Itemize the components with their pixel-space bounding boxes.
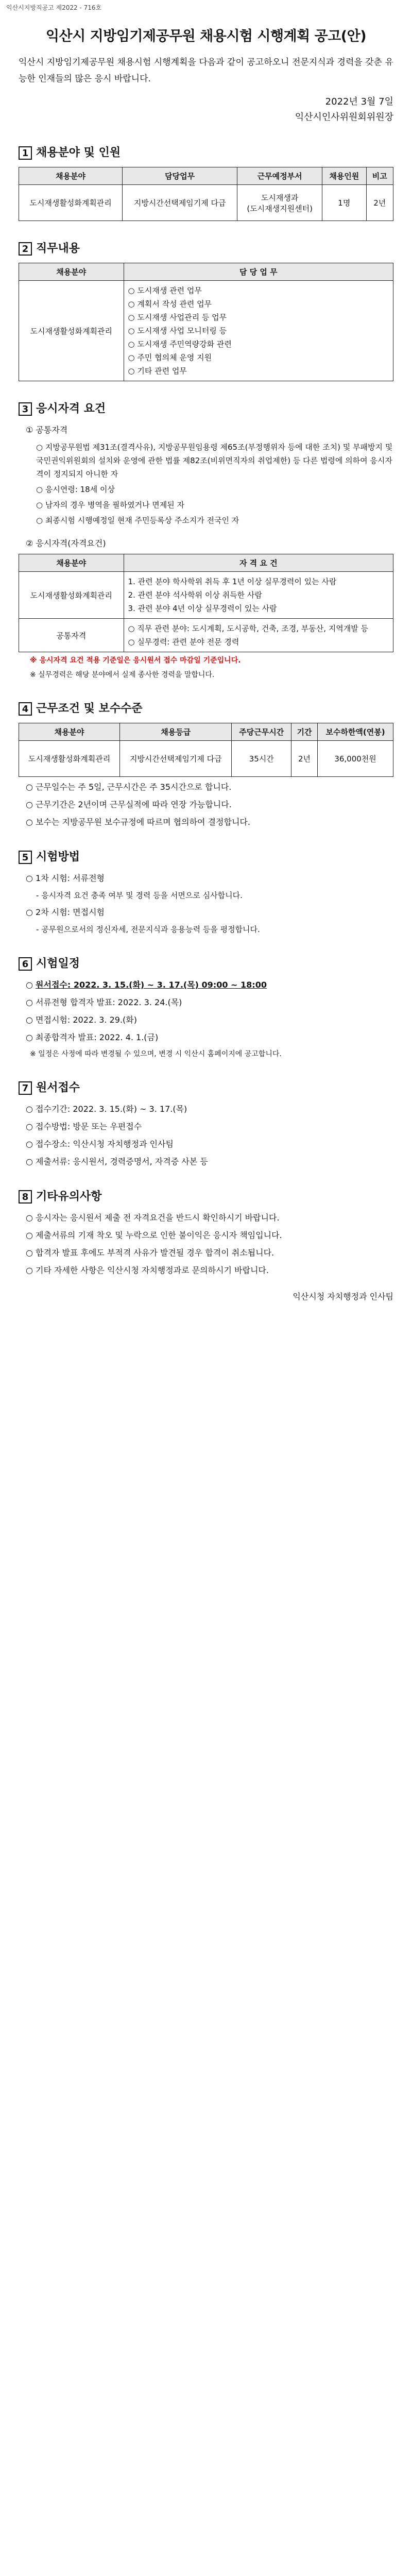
cell-note: 2년 <box>366 185 393 221</box>
duty-item: ○ 주민 협의체 운영 지원 <box>128 353 212 362</box>
cell-field: 도시재생활성화계획관리 <box>19 281 124 381</box>
contact-footer: 익산시청 자치행정과 인사팀 <box>293 1292 393 1301</box>
section-number-7: 7 <box>19 1081 32 1095</box>
requirement-item: 2. 관련 분야 석사학위 이상 취득한 사람 <box>128 590 262 600</box>
col-field: 채용분야 <box>19 167 123 185</box>
col-count: 채용인원 <box>322 167 366 185</box>
col-period: 기간 <box>291 723 318 741</box>
cell-requirements <box>124 619 393 652</box>
cell-level: 지방시간선택제임기제 다급 <box>120 741 232 777</box>
exam-stage: ○ 2차 시험: 면접시험 <box>26 907 105 917</box>
cell-hours: 35시간 <box>232 741 291 777</box>
schedule-item: ○ 최종합격자 발표: 2022. 4. 1.(금) <box>26 1032 159 1042</box>
common-qualification-item: ○ 최종시험 시행예정일 현재 주민등록상 주소지가 전국인 자 <box>36 516 239 525</box>
application-item: ○ 접수기간: 2022. 3. 15.(화) ~ 3. 17.(목) <box>26 1104 187 1114</box>
section-duties: 2 직무내용 <box>19 240 393 256</box>
cell-level: 지방시간선택제임기제 다급 <box>123 185 237 221</box>
col-salary: 보수하한액(연봉) <box>318 723 393 741</box>
section-recruitment: 1 채용분야 및 인원 <box>19 144 393 160</box>
exam-stage-detail: - 공무원으로서의 정신자세, 전문지식과 응용능력 등을 평정합니다. <box>36 925 260 934</box>
duty-item: ○ 기타 관련 업무 <box>128 366 187 376</box>
cell-field: 공통자격 <box>19 619 124 652</box>
qualification-note: ※ 응시자격 요건 적용 기준일은 응시원서 접수 마감일 기준입니다. <box>30 656 241 665</box>
exam-stage: ○ 1차 시험: 서류전형 <box>26 873 105 883</box>
exam-stage-detail: - 응시자격 요건 충족 여부 및 경력 등을 서면으로 심사합니다. <box>36 891 243 900</box>
common-qualification-item: ○ 지방공무원법 제31조(결격사유), 지방공무원임용령 제65조(부정행위자 등에 대한 조치) 및 부패방지 및 국민권익위원회의 설치와 운영에 관한 법률 제82조(비위면직자의 취업제한) 등 다른 법령에 의하여 응시자격이 정지되지 아니한 자 <box>36 443 393 479</box>
application-item: ○ 접수방법: 방문 또는 우편접수 <box>26 1122 142 1131</box>
duty-item: ○ 도시재생 사업관리 등 업무 <box>128 313 227 322</box>
notice-item: ○ 응시자는 응시원서 제출 전 자격요건을 반드시 확인하시기 바랍니다. <box>26 1213 280 1223</box>
col-level: 담당업무 <box>123 167 237 185</box>
schedule-item: ○ 원서접수: 2022. 3. 15.(화) ~ 3. 17.(목) 09:00 ~ 18:00 <box>26 980 267 990</box>
col-duties: 담 당 업 무 <box>124 263 393 281</box>
section-number-3: 3 <box>19 402 32 416</box>
common-qualification-item: ○ 응시연령: 18세 이상 <box>36 485 115 494</box>
special-qualification-title: ② 응시자격(자격요건) <box>26 538 106 548</box>
cell-requirements <box>124 572 393 619</box>
cell-field: 도시재생활성화계획관리 <box>19 185 123 221</box>
notice-item: ○ 합격자 발표 후에도 부적격 사유가 발견될 경우 합격이 취소됩니다. <box>26 1248 274 1258</box>
cell-period: 2년 <box>291 741 318 777</box>
col-field: 채용분야 <box>19 263 124 281</box>
qualification-note: ※ 실무경력은 해당 분야에서 실제 종사한 경력을 말합니다. <box>30 671 215 679</box>
condition-note: ○ 근무기간은 2년이며 근무실적에 따라 연장 가능합니다. <box>26 800 232 809</box>
qualification-table <box>19 554 393 652</box>
section-number-1: 1 <box>19 146 32 160</box>
application-item: ○ 제출서류: 응시원서, 경력증명서, 자격증 사본 등 <box>26 1157 208 1166</box>
section-number-8: 8 <box>19 1190 32 1204</box>
section-application: 7 원서접수 <box>19 1079 393 1095</box>
duty-item: ○ 도시재생 사업 모니터링 등 <box>128 326 227 335</box>
notice-item: ○ 기타 자세한 사항은 익산시청 자치행정과로 문의하시기 바랍니다. <box>26 1265 269 1275</box>
cell-duties <box>124 281 393 381</box>
condition-note: ○ 근무일수는 주 5일, 근무시간은 주 35시간으로 합니다. <box>26 782 232 792</box>
intro-paragraph: 익산시 지방임기제공무원 채용시험 시행계획을 다음과 같이 공고하오니 전문지식과 경력을 갖춘 유능한 인재들의 많은 응시 바랍니다. <box>19 57 393 84</box>
requirement-item: 1. 관련 분야 학사학위 취득 후 1년 이상 실무경력이 있는 사람 <box>128 577 337 586</box>
cell-dept: 도시재생과 (도시재생지원센터) <box>237 185 322 221</box>
section-number-5: 5 <box>19 851 32 864</box>
col-requirement: 자 격 요 건 <box>124 554 393 572</box>
section-conditions: 4 근무조건 및 보수수준 <box>19 700 393 716</box>
duty-item: ○ 도시재생 관련 업무 <box>128 286 202 295</box>
recruitment-table <box>19 167 393 221</box>
section-number-6: 6 <box>19 957 32 971</box>
section-qualifications: 3 응시자격 요건 <box>19 400 393 416</box>
cell-salary: 36,000천원 <box>318 741 393 777</box>
section-notices: 8 기타유의사항 <box>19 1188 393 1204</box>
cell-field: 도시재생활성화계획관리 <box>19 741 120 777</box>
duty-item: ○ 도시재생 주민역량강화 관련 <box>128 340 232 349</box>
col-note: 비고 <box>366 167 393 185</box>
application-item: ○ 접수장소: 익산시청 자치행정과 인사팀 <box>26 1139 174 1149</box>
issuing-organization: 익산시인사위원회위원장 <box>295 112 393 123</box>
duty-item: ○ 계획서 작성 관련 업무 <box>128 299 212 309</box>
duties-table <box>19 263 393 381</box>
col-hours: 주당근무시간 <box>232 723 291 741</box>
section-number-2: 2 <box>19 242 32 256</box>
common-qualification-title: ① 공통자격 <box>26 425 68 435</box>
announcement-number: 익산시지방직공고 제2022 - 716호 <box>6 4 102 11</box>
section-exam-method: 5 시험방법 <box>19 848 393 864</box>
schedule-note: ※ 일정은 사정에 따라 변경될 수 있으며, 변경 시 익산시 홈페이지에 공고합니다. <box>30 1050 282 1058</box>
col-level: 채용등급 <box>120 723 232 741</box>
notice-item: ○ 제출서류의 기재 착오 및 누락으로 인한 불이익은 응시자 책임입니다. <box>26 1230 282 1240</box>
requirement-item: ○ 실무경력: 관련 분야 전문 경력 <box>128 637 239 647</box>
section-schedule: 6 시험일정 <box>19 955 393 971</box>
page-title: 익산시 지방임기제공무원 채용시험 시행계획 공고(안) <box>45 28 367 44</box>
col-field: 채용분야 <box>19 723 120 741</box>
cell-count: 1명 <box>322 185 366 221</box>
common-qualification-item: ○ 남자의 경우 병역을 필하였거나 면제된 자 <box>36 500 185 510</box>
requirement-item: 3. 관련 분야 4년 이상 실무경력이 있는 사람 <box>128 604 277 613</box>
announcement-date: 2022년 3월 7일 <box>325 96 393 107</box>
schedule-item: ○ 서류전형 합격자 발표: 2022. 3. 24.(목) <box>26 997 182 1007</box>
condition-note: ○ 보수는 지방공무원 보수규정에 따르며 협의하여 결정합니다. <box>26 817 250 827</box>
col-field: 채용분야 <box>19 554 124 572</box>
col-dept: 근무예정부서 <box>237 167 322 185</box>
section-number-4: 4 <box>19 702 32 716</box>
requirement-item: ○ 직무 관련 분야: 도시계획, 도시공학, 건축, 조경, 부동산, 지역개발 등 <box>128 624 368 633</box>
conditions-table <box>19 723 393 777</box>
schedule-item: ○ 면접시험: 2022. 3. 29.(화) <box>26 1015 137 1025</box>
cell-field: 도시재생활성화계획관리 <box>19 572 124 619</box>
